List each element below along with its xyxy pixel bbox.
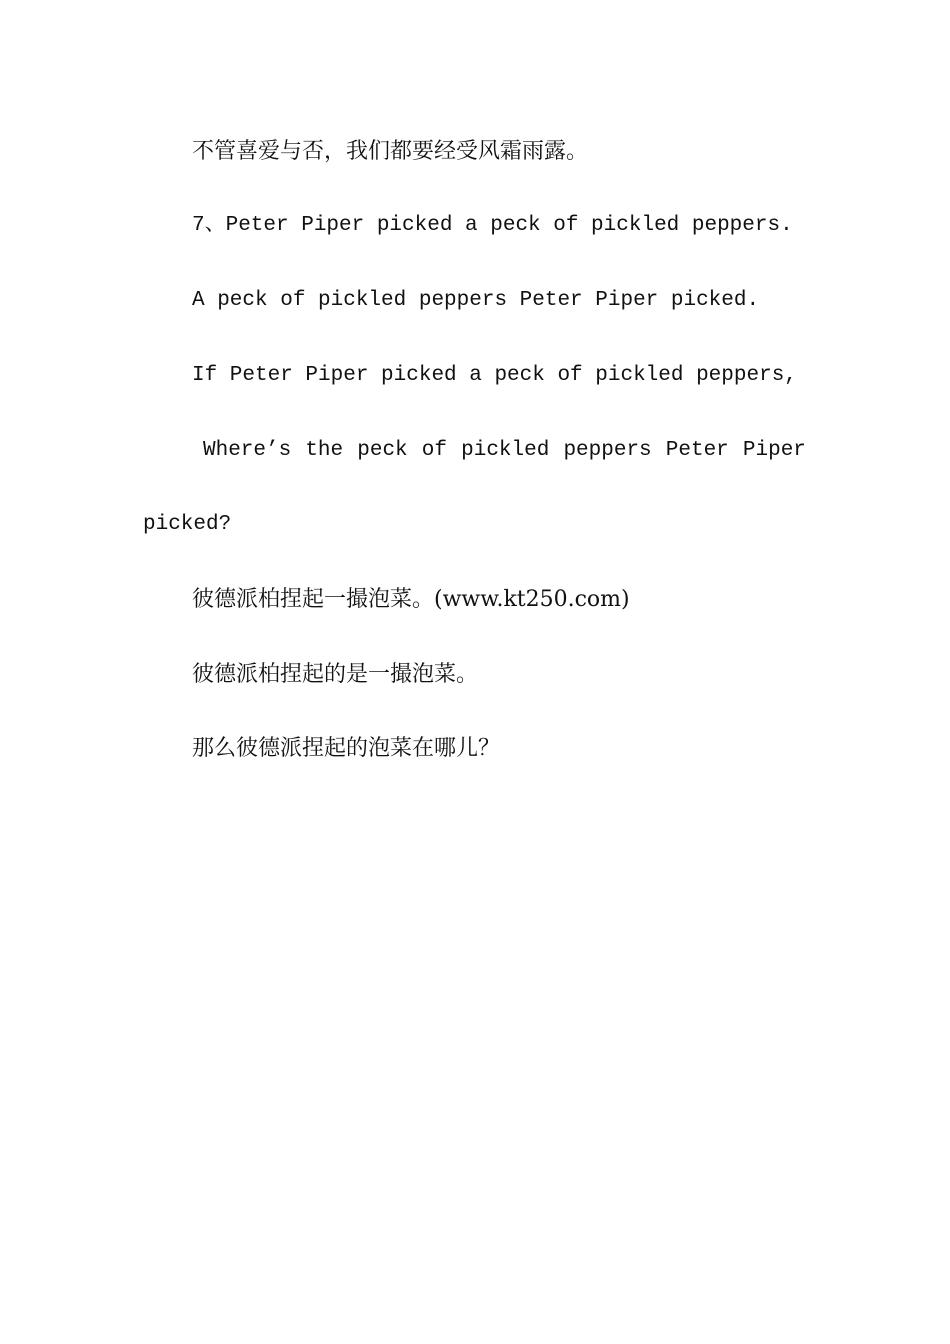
paragraph-line-1: 不管喜爱与否，我们都要经受风霜雨露。: [192, 139, 589, 164]
word: Peter: [665, 439, 729, 462]
paragraph-line-8: 彼德派柏捏起的是一撮泡菜。: [192, 662, 479, 687]
paragraph-line-3: A peck of pickled peppers Peter Piper picked.: [192, 289, 760, 312]
paragraph-line-6: picked?: [143, 513, 232, 536]
paragraph-line-4: If Peter Piper picked a peck of pickled peppers,: [192, 364, 797, 387]
word: pickled: [461, 439, 550, 462]
word: peppers: [563, 439, 652, 462]
paragraph-line-2: 7、Peter Piper picked a peck of pickled peppers.: [192, 214, 793, 237]
word: the: [305, 439, 344, 462]
word: Where’s: [203, 439, 292, 462]
word: Piper: [742, 439, 806, 462]
paragraph-line-5: [203, 436, 806, 466]
paragraph-line-9: 那么彼德派捏起的泡菜在哪儿？: [192, 736, 501, 761]
word: of: [421, 439, 447, 462]
paragraph-line-7: 彼德派柏捏起一撮泡菜。(www.kt250.com): [192, 587, 630, 612]
word: peck: [357, 439, 408, 462]
